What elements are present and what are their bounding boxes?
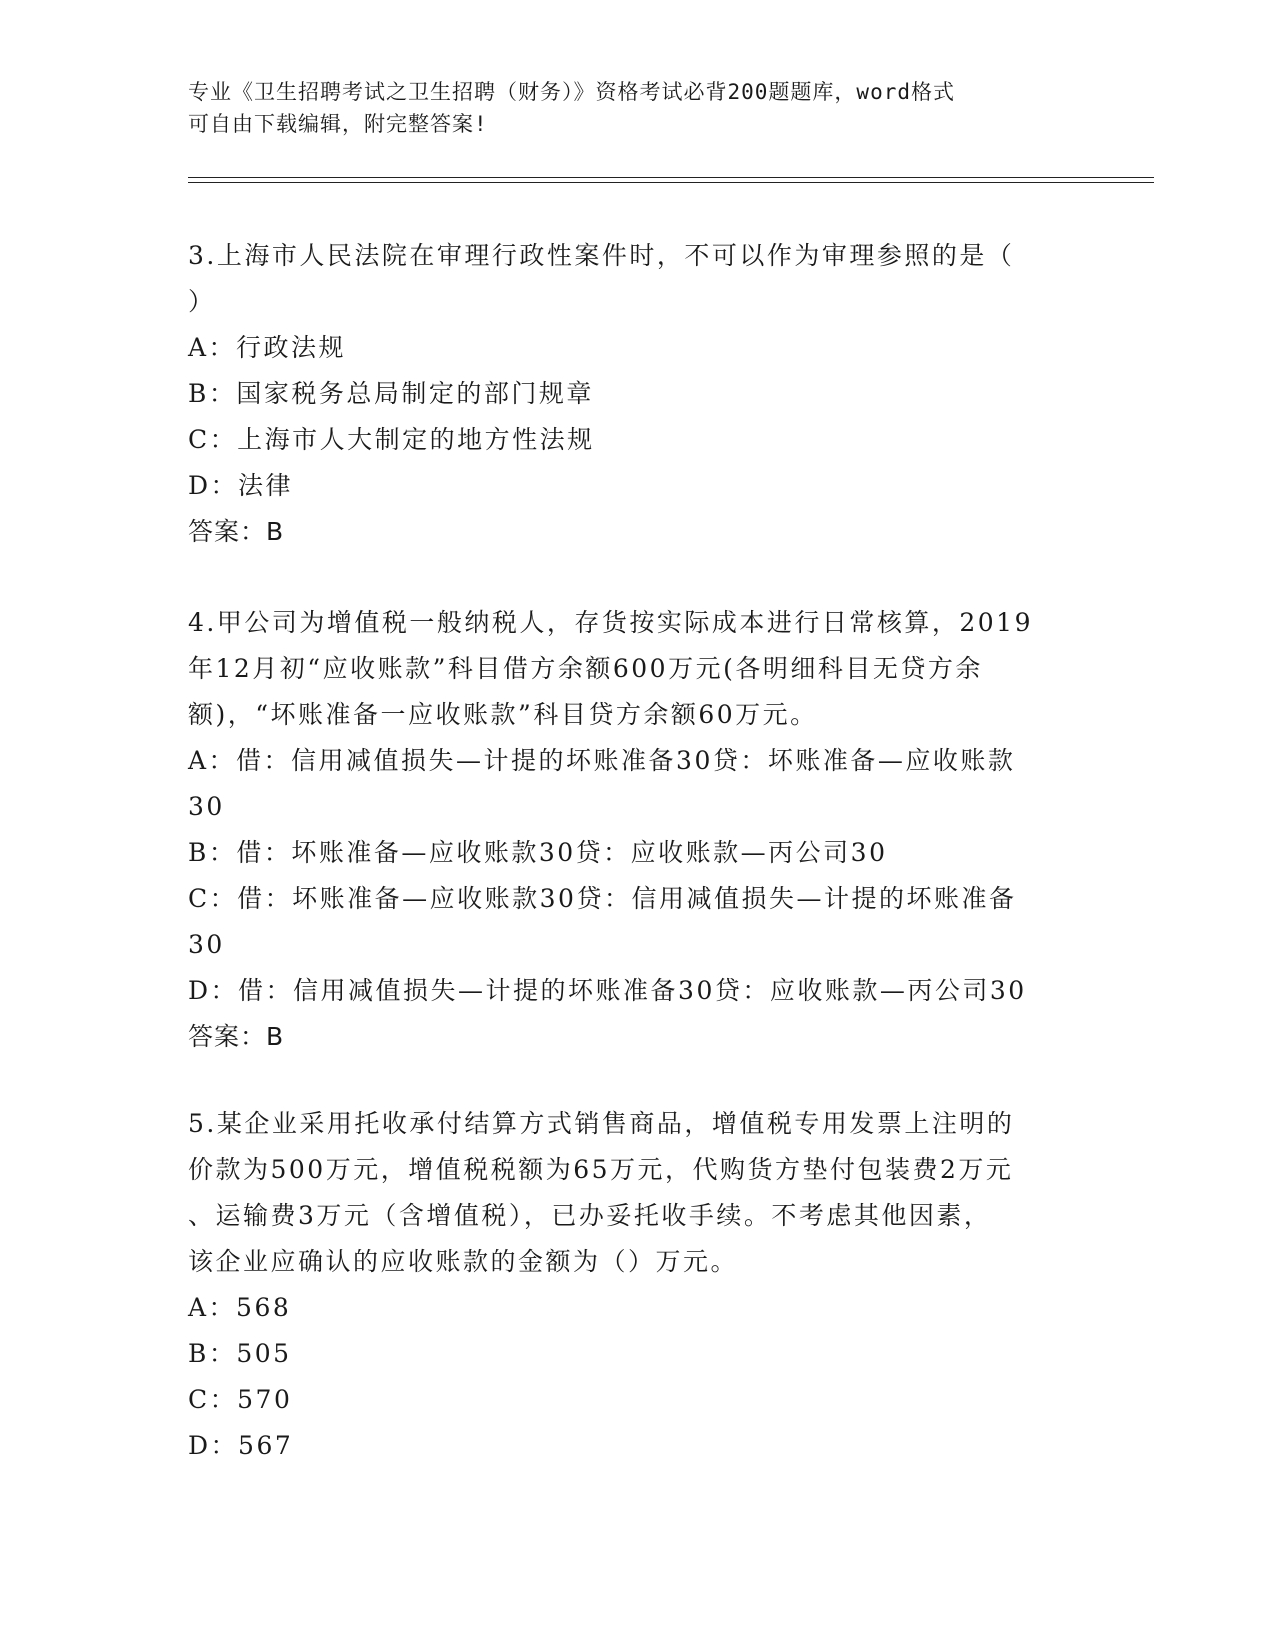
question-stem-line: 年12月初“应收账款”科目借方余额600万元(各明细科目无贷方余 — [188, 654, 983, 683]
question-stem — [188, 600, 1078, 738]
option-line: A：568 — [188, 1293, 292, 1322]
option-line: A：行政法规 — [188, 333, 347, 362]
option-line: D：借：信用减值损失—计提的坏账准备30贷：应收账款—丙公司30 — [188, 976, 1027, 1005]
question-stem-line: 额)，“坏账准备一应收账款”科目贷方余额60万元。 — [188, 700, 818, 729]
option-line: D：法律 — [188, 471, 294, 500]
option-d — [188, 968, 1078, 1014]
option-c — [188, 417, 1078, 463]
option-a — [188, 738, 1078, 830]
option-d — [188, 463, 1078, 509]
question-stem-line: 3.上海市人民法院在审理行政性案件时，不可以作为审理参照的是（ — [188, 241, 1015, 270]
option-line: 30 — [188, 930, 225, 959]
option-line: B：505 — [188, 1339, 292, 1368]
header-line-1: 专业《卫生招聘考试之卫生招聘（财务）》资格考试必背200题题库，word格式 — [188, 80, 955, 104]
option-b — [188, 1331, 1078, 1377]
option-d — [188, 1423, 1078, 1469]
question-3 — [188, 233, 1078, 555]
option-c — [188, 1377, 1078, 1423]
question-stem-line: 、运输费3万元（含增值税），已办妥托收手续。不考虑其他因素， — [188, 1201, 992, 1230]
question-stem-line: 5.某企业采用托收承付结算方式销售商品，增值税专用发票上注明的 — [188, 1109, 1015, 1138]
header-line-2: 可自由下载编辑，附完整答案! — [188, 112, 488, 136]
option-line: C：570 — [188, 1385, 293, 1414]
question-stem — [188, 233, 1078, 325]
option-c — [188, 876, 1078, 968]
option-b — [188, 371, 1078, 417]
option-line: 30 — [188, 792, 225, 821]
option-a — [188, 325, 1078, 371]
question-5 — [188, 1101, 1078, 1469]
option-line: C：上海市人大制定的地方性法规 — [188, 425, 595, 454]
option-line: A：借：信用减值损失—计提的坏账准备30贷：坏账准备—应收账款 — [188, 746, 1016, 775]
question-stem-line: 价款为500万元，增值税税额为65万元，代购货方垫付包装费2万元 — [188, 1155, 1014, 1184]
option-a — [188, 1285, 1078, 1331]
header-divider-top — [188, 177, 1154, 178]
option-line: B：借：坏账准备—应收账款30贷：应收账款—丙公司30 — [188, 838, 888, 867]
question-stem-line: 4.甲公司为增值税一般纳税人，存货按实际成本进行日常核算，2019 — [188, 608, 1033, 637]
option-line: C：借：坏账准备—应收账款30贷：信用减值损失—计提的坏账准备 — [188, 884, 1017, 913]
option-b — [188, 830, 1078, 876]
option-line: D：567 — [188, 1431, 294, 1460]
question-stem — [188, 1101, 1078, 1285]
document-header — [188, 76, 1068, 140]
question-4 — [188, 600, 1078, 1060]
answer-line: 答案：B — [188, 1022, 285, 1051]
question-stem-line: ） — [188, 287, 216, 316]
option-line: B：国家税务总局制定的部门规章 — [188, 379, 594, 408]
answer-line: 答案：B — [188, 517, 285, 546]
question-stem-line: 该企业应确认的应收账款的金额为（）万元。 — [188, 1247, 739, 1276]
header-divider-bottom — [188, 182, 1154, 183]
